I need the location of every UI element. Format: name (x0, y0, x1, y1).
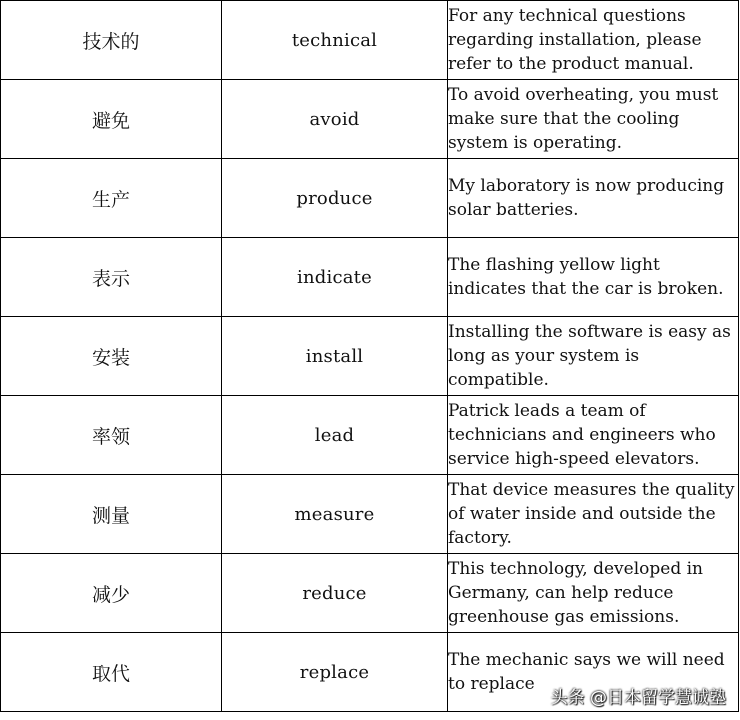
chinese-term: 技术的 (1, 1, 222, 80)
english-term: replace (222, 633, 448, 712)
table-row (1, 159, 739, 238)
example-sentence: My laboratory is now producing solar batteries. (448, 159, 739, 238)
chinese-term: 测量 (1, 475, 222, 554)
chinese-term: 表示 (1, 238, 222, 317)
english-term: reduce (222, 554, 448, 633)
table-row (1, 317, 739, 396)
english-term: indicate (222, 238, 448, 317)
chinese-term: 取代 (1, 633, 222, 712)
example-sentence: For any technical questions regarding installation, please refer to the product manual. (448, 1, 739, 80)
english-term: lead (222, 396, 448, 475)
example-sentence: The flashing yellow light indicates that the car is broken. (448, 238, 739, 317)
english-term: avoid (222, 80, 448, 159)
table-row (1, 554, 739, 633)
example-sentence: This technology, developed in Germany, can help reduce greenhouse gas emissions. (448, 554, 739, 633)
example-sentence: The mechanic says we will need to replace (448, 633, 739, 712)
table-row (1, 1, 739, 80)
chinese-term: 生产 (1, 159, 222, 238)
english-term: technical (222, 1, 448, 80)
watermark: 头条 @日本留学慧诚塾 (550, 688, 726, 708)
chinese-term: 减少 (1, 554, 222, 633)
chinese-term: 安装 (1, 317, 222, 396)
english-term: measure (222, 475, 448, 554)
table-row (1, 238, 739, 317)
example-sentence: Installing the software is easy as long as your system is compatible. (448, 317, 739, 396)
example-sentence: That device measures the quality of water inside and outside the factory. (448, 475, 739, 554)
example-sentence: To avoid overheating, you must make sure that the cooling system is operating. (448, 80, 739, 159)
chinese-term: 率领 (1, 396, 222, 475)
english-term: produce (222, 159, 448, 238)
table-row (1, 80, 739, 159)
table-row (1, 396, 739, 475)
table-row (1, 475, 739, 554)
chinese-term: 避免 (1, 80, 222, 159)
english-term: install (222, 317, 448, 396)
example-sentence: Patrick leads a team of technicians and engineers who service high-speed elevators. (448, 396, 739, 475)
